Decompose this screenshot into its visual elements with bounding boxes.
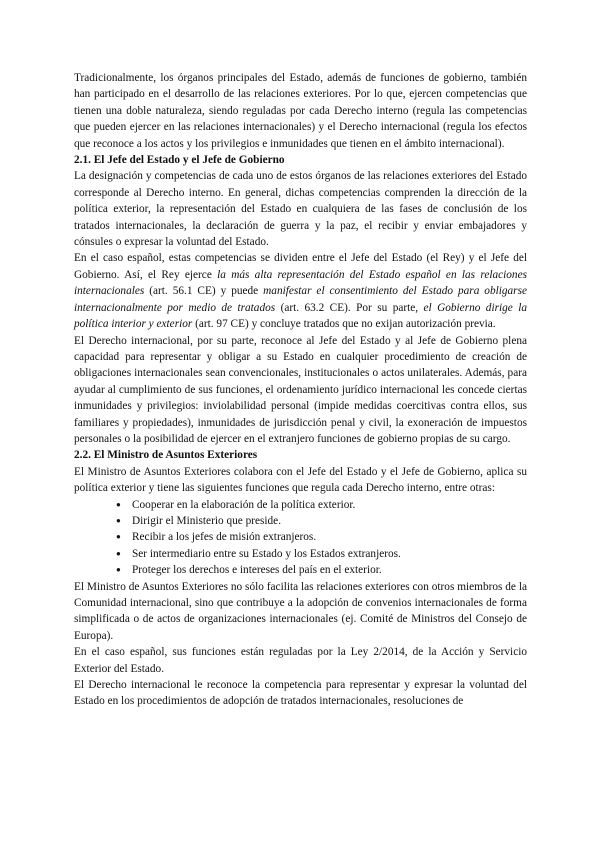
section-heading-2-2: 2.2. El Ministro de Asuntos Exteriores <box>74 449 258 462</box>
paragraph-2-1-3: El Derecho internacional, por su parte, reconoce al Jefe del Estado y al Jefe de Gobierno plena capacidad para representar y obligar a su Estado en cualquier procedimiento de creación de obligaciones internacionales sean convencionales, institucionales o actos unilaterales. Además, para ayudar al cumplimiento de sus funciones, el ordenamiento jurídico internacional les concede ciertas inmunidades y privilegios: inviolabilidad personal (impide medidas coercitivas contra ellos, sus familiares y propiedades), inmunidades de jurisdicción penal y civil, la exoneración de impuestos personales o la posibilidad de ejercer en el extranjero funciones de gobierno propias de su cargo. <box>74 334 527 445</box>
document-page <box>74 70 527 710</box>
paragraph-2-2-4: El Derecho internacional le reconoce la competencia para representar y expresar la voluntad del Estado en los procedimientos de adopción de tratados internacionales, resoluciones de <box>74 679 527 708</box>
section-heading-2-1: 2.1. El Jefe del Estado y el Jefe de Gobierno <box>74 154 285 167</box>
list-item: ● Proteger los derechos e intereses del país en el exterior. <box>118 562 527 578</box>
paragraph-2-2-1: El Ministro de Asuntos Exteriores colabora con el Jefe del Estado y el Jefe de Gobierno, aplica su política exterior y tiene las siguientes funciones que regula cada Derecho interno, entre otras: <box>74 465 527 495</box>
list-item: ● Cooperar en la elaboración de la política exterior. <box>118 497 527 513</box>
paragraph-2-2-2: El Ministro de Asuntos Exteriores no sólo facilita las relaciones exteriores con otros miembros de la Comunidad internacional, sino que contribuye a la adopción de convenios internacionales de forma simplificada o de actos de organizaciones internacionales (ej. Comité de Ministros del Consejo de Europa). <box>74 580 527 642</box>
paragraph-2-1-1: La designación y competencias de cada uno de estos órganos de las relaciones exteriores del Estado corresponde al Derecho interno. En general, dichas competencias comprenden la dirección de la política exterior, la representación del Estado en cualquiera de las fases de conclusión de los tratados internacionales, la declaración de guerra y la paz, el recibir y enviar embajadores y cónsules o expresar la voluntad del Estado. <box>74 170 527 249</box>
functions-list <box>74 497 527 579</box>
intro-paragraph: Tradicionalmente, los órganos principales del Estado, además de funciones de gobierno, también han participado en el desarrollo de las relaciones exteriores. Por lo que, ejercen competencias que tienen una doble naturaleza, siendo reguladas por cada Derecho interno (regula las competencias que pueden ejercer en las relaciones internacionales) y el Derecho internacional (regula los efectos que reconoce a los actos y los privilegios e inmunidades que tienen en el ámbito internacional). <box>74 72 527 150</box>
paragraph-2-1-2: En el caso español, estas competencias se dividen entre el Jefe del Estado (el Rey) y el Jefe del Gobierno. Así, el Rey ejerce la más alta representación del Estado español en las relaciones internacionales (art. 56.1 CE) y puede manifestar el consentimiento del Estado para obligarse internacionalmente por medio de tratados (art. 63.2 CE). Por su parte, el Gobierno dirige la política interior y exterior (art. 97 CE) y concluye tratados que no exijan autorización previa. <box>74 252 527 331</box>
list-item: ● Ser intermediario entre su Estado y los Estados extranjeros. <box>118 546 527 562</box>
paragraph-2-2-3: En el caso español, sus funciones están reguladas por la Ley 2/2014, de la Acción y Servicio Exterior del Estado. <box>74 646 527 675</box>
list-item: ● Dirigir el Ministerio que preside. <box>118 513 527 529</box>
list-item: ● Recibir a los jefes de misión extranjeros. <box>118 529 527 545</box>
